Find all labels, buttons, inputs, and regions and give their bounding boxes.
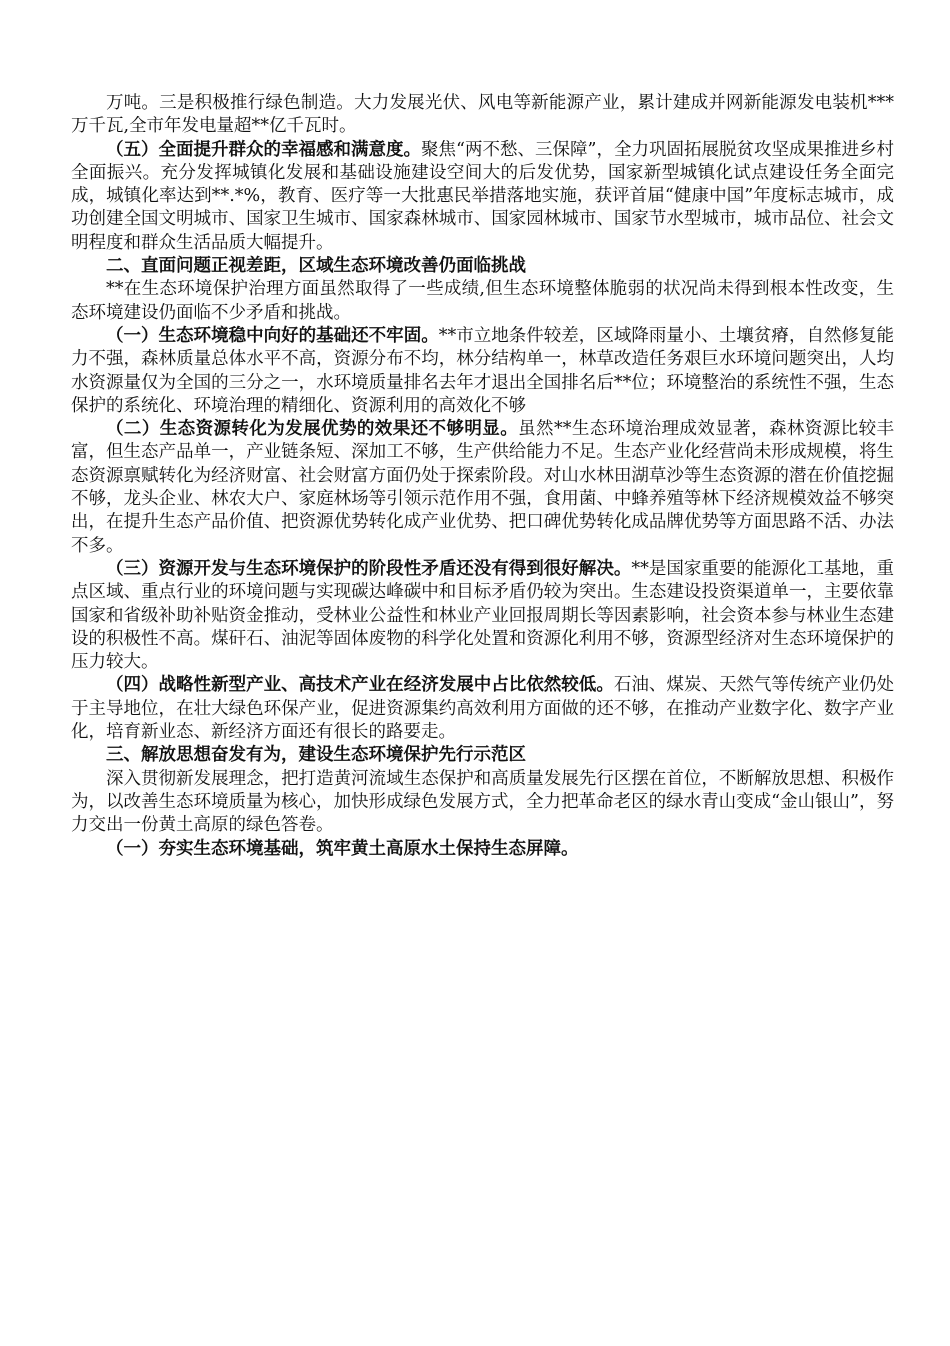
section-heading-3: 三、解放思想奋发有为，建设生态环境保护先行示范区 [106, 745, 526, 766]
paragraph-text: 石油、煤炭、天然气等传统产业仍处于主导地位，在壮大绿色环保产业，促进资源集约高效利用方面做的还不够，在推动产业数字化、数字产业化，培育新业态、新经济方面还有很长的路要走。 [71, 675, 894, 743]
paragraph-text: **市立地条件较差，区域降雨量小、土壤贫瘠，自然修复能力不强，森林质量总体水平不高，资源分布不均，林分结构单一，林草改造任务艰巨水环境问题突出，人均水资源量仅为全国的三分之一，水环境质量排名去年才退出全国排名后**位；环境整治的系统性不强，生态保护的系统化、环境治理的精细化、资源利用的高效化不够 [71, 325, 895, 416]
subsection-heading-3-1: （一）夯实生态环境基础，筑牢黄土高原水土保持生态屏障。 [106, 838, 579, 859]
paragraph-wellbeing [71, 139, 894, 255]
paragraph-text: **在生态环境保护治理方面虽然取得了一些成绩,但生态环境整体脆弱的状况尚未得到根本性改变，生态环境建设仍面临不少矛盾和挑战。 [71, 279, 894, 323]
paragraph-lead: （五）全面提升群众的幸福感和满意度。 [106, 139, 422, 160]
paragraph-energy [71, 92, 894, 139]
paragraph-text: 聚焦“两不愁、三保障”，全力巩固拓展脱贫攻坚成果推进乡村全面振兴。充分发挥城镇化发展和基础设施建设空间大的后发优势，国家新型城镇化试点建设任务全面完成，城镇化率达到**.*%，教育、医疗等一大批惠民举措落地实施，获评首届“健康中国”年度标志城市，成功创建全国文明城市、国家卫生城市、国家森林城市、国家园林城市、国家节水型城市，城市品位、社会文明程度和群众生活品质大幅提升。 [71, 139, 894, 253]
paragraph-text: 深入贯彻新发展理念，把打造黄河流域生态保护和高质量发展先行区摆在首位，不断解放思想、积极作为，以改善生态环境质量为核心，加快形成绿色发展方式，全力把革命老区的绿水青山变成“金山银山”，努力交出一份黄土高原的绿色答卷。 [71, 768, 894, 836]
paragraph-challenge-2 [71, 418, 894, 558]
paragraph-challenge-3 [71, 558, 894, 674]
section-heading-2: 二、直面问题正视差距，区域生态环境改善仍面临挑战 [106, 256, 526, 277]
document-body [71, 92, 894, 861]
paragraph-text: 虽然**生态环境治理成效显著，森林资源比较丰富，但生态产品单一，产业链条短、深加工不够，生产供给能力不足。生态产业化经营尚未形成规模，将生态资源禀赋转化为经济财富、社会财富方面仍处于探索阶段。对山水林田湖草沙等生态资源的潜在价值挖掘不够，龙头企业、林农大户、家庭林场等引领示范作用不强，食用菌、中蜂养殖等林下经济规模效益不够突出，在提升生态产品价值、把资源优势转化成产业优势、把口碑优势转化成品牌优势等方面思路不活、办法不多。 [71, 419, 895, 556]
paragraph-lead: （二）生态资源转化为发展优势的效果还不够明显。 [106, 419, 519, 440]
paragraph-text: **是国家重要的能源化工基地，重点区域、重点行业的环境问题与实现碳达峰碳中和目标矛盾仍较为突出。生态建设投资渠道单一，主要依靠国家和省级补助补贴资金推动，受林业公益性和林业产业回报周期长等因素影响，社会资本参与林业生态建设的积极性不高。煤矸石、油泥等固体废物的科学化处置和资源化利用不够，资源型经济对生态环境保护的压力较大。 [71, 558, 895, 673]
paragraph-challenge-1 [71, 325, 894, 418]
paragraph-section2-intro [71, 278, 894, 325]
paragraph-lead: （四）战略性新型产业、高技术产业在经济发展中占比依然较低。 [106, 675, 614, 696]
paragraph-lead: （一）生态环境稳中向好的基础还不牢固。 [106, 325, 439, 346]
paragraph-challenge-4 [71, 674, 894, 744]
paragraph-lead: （三）资源开发与生态环境保护的阶段性矛盾还没有得到很好解决。 [106, 558, 632, 579]
paragraph-section3-intro [71, 768, 894, 838]
paragraph-text: 万吨。三是积极推行绿色制造。大力发展光伏、风电等新能源产业，累计建成并网新能源发电装机***万千瓦,全市年发电量超**亿千瓦时。 [71, 93, 894, 137]
